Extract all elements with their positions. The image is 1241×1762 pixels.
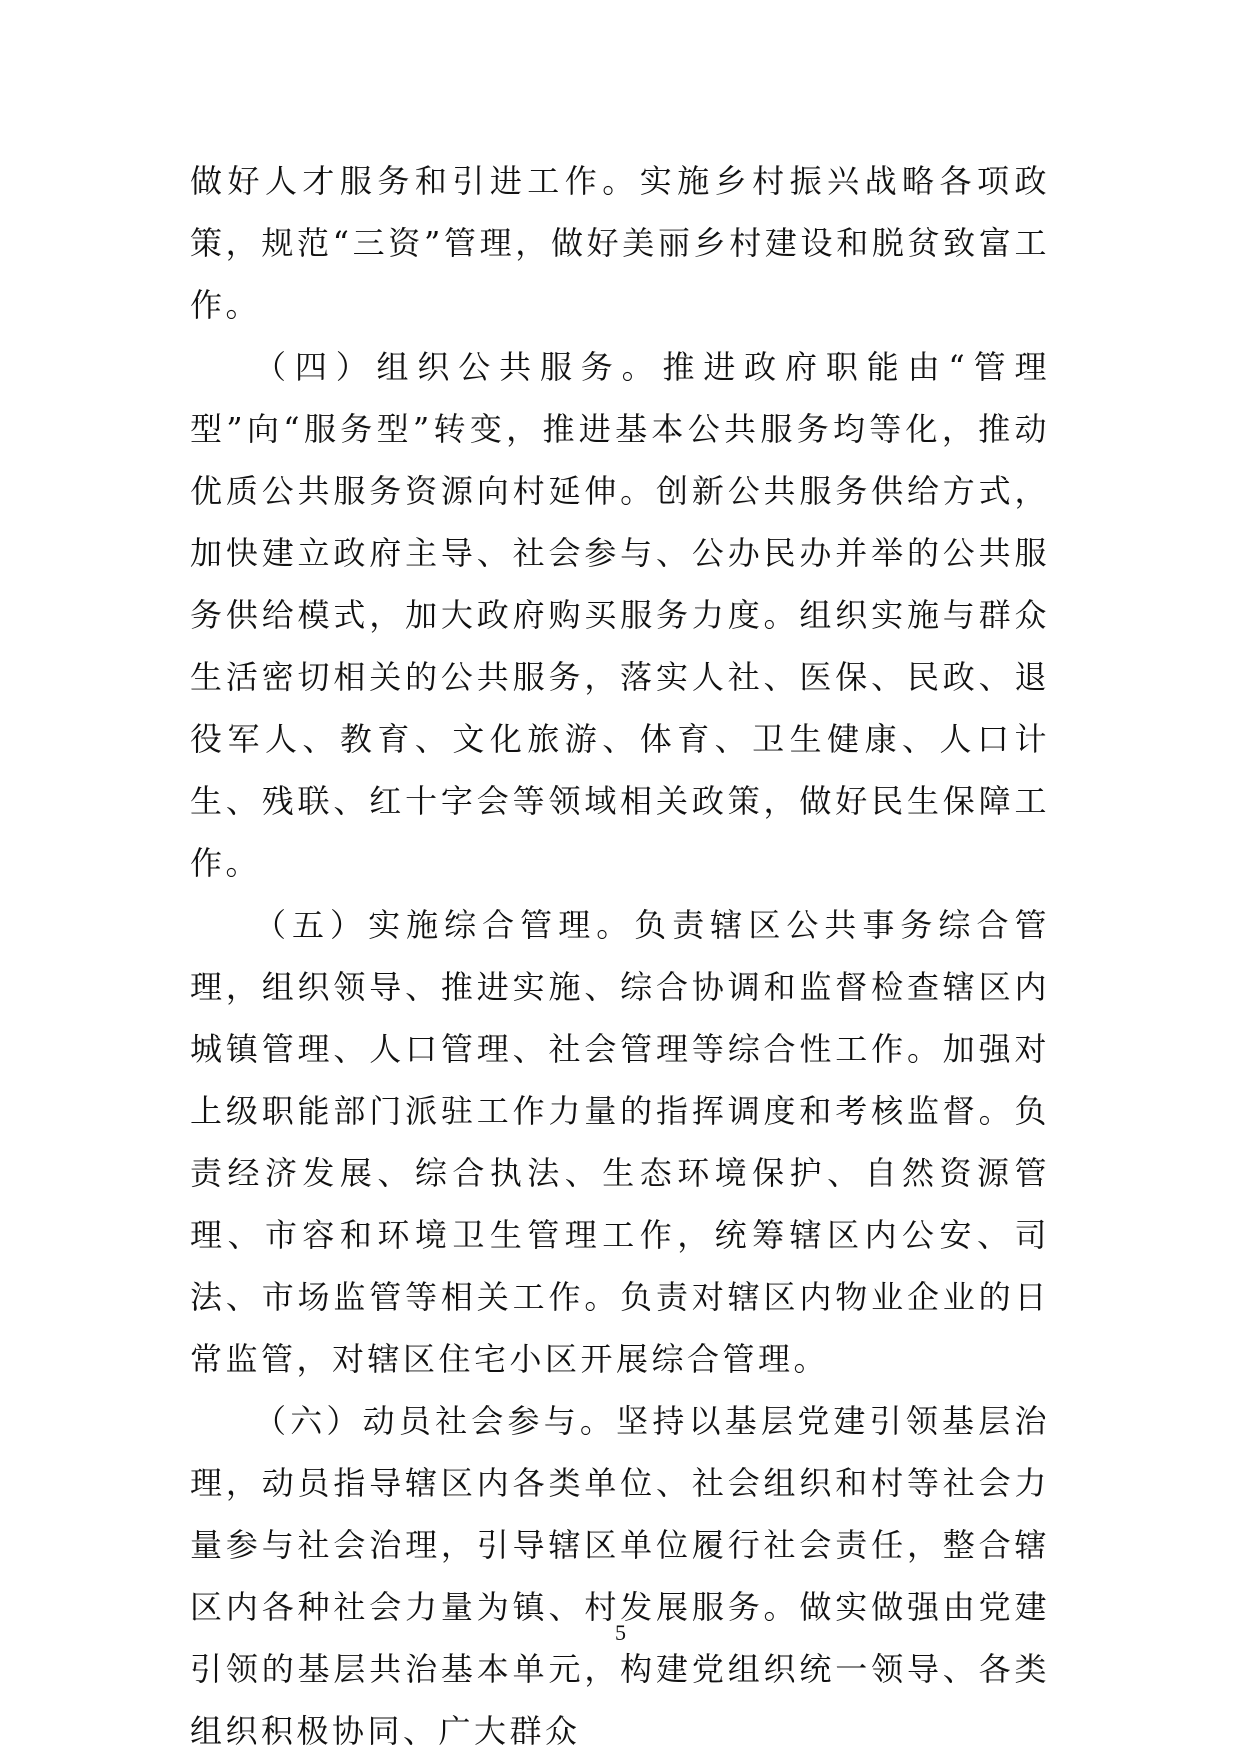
paragraph-comprehensive-management: （五）实施综合管理。负责辖区公共事务综合管理，组织领导、推进实施、综合协调和监督检查辖区内城镇管理、人口管理、社会管理等综合性工作。加强对上级职能部门派驻工作力量的指挥调度和考核监督。负责经济发展、综合执法、生态环境保护、自然资源管理、市容和环境卫生管理工作，统筹辖区内公安、司法、市场监管等相关工作。负责对辖区内物业企业的日常监管，对辖区住宅小区开展综合管理。 bbox=[190, 906, 1050, 1378]
paragraph-public-services: （四）组织公共服务。推进政府职能由“管理型”向“服务型”转变，推进基本公共服务均等化，推动优质公共服务资源向村延伸。创新公共服务供给方式，加快建立政府主导、社会参与、公办民办并举的公共服务供给模式，加大政府购买服务力度。组织实施与群众生活密切相关的公共服务，落实人社、医保、民政、退役军人、教育、文化旅游、体育、卫生健康、人口计生、残联、红十字会等领域相关政策，做好民生保障工作。 bbox=[190, 348, 1050, 882]
paragraph-continuation: 做好人才服务和引进工作。实施乡村振兴战略各项政策，规范“三资”管理，做好美丽乡村建设和脱贫致富工作。 bbox=[190, 162, 1050, 324]
body-text bbox=[190, 150, 1050, 1762]
page-number: 5 bbox=[615, 1620, 626, 1645]
paragraph-social-participation: （六）动员社会参与。坚持以基层党建引领基层治理，动员指导辖区内各类单位、社会组织和村等社会力量参与社会治理，引导辖区单位履行社会责任，整合辖区内各种社会力量为镇、村发展服务。做实做强由党建引领的基层共治基本单元，构建党组织统一领导、各类组织积极协同、广大群众 bbox=[190, 1402, 1050, 1750]
